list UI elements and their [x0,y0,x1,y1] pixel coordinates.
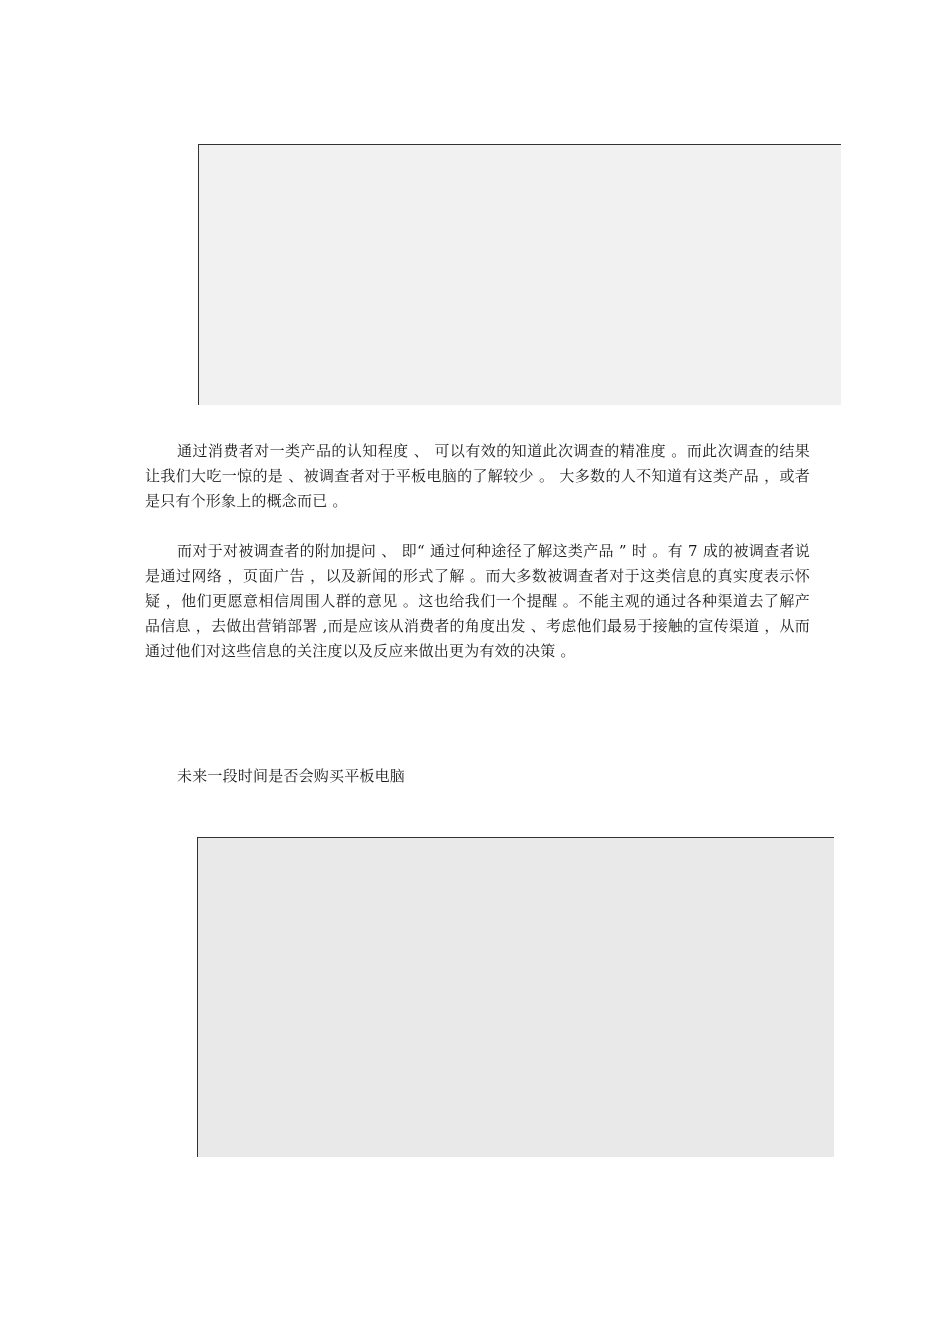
chart-placeholder-bottom [197,837,834,1157]
paragraph-awareness: 通过消费者对一类产品的认知程度 、 可以有效的知道此次调查的精准度 。而此次调查的结果让我们大吃一惊的是 、被调查者对于平板电脑的了解较少 。 大多数的人不知道有这类产品 ，或者是只有个形象上的概念而已 。 [145,442,810,510]
chart-placeholder-top [198,144,841,405]
section-heading: 未来一段时间是否会购买平板电脑 [177,767,406,785]
paragraph-channels: 而对于对被调查者的附加提问 、 即“ 通过何种途径了解这类产品 ” 时 。有 7 成的被调查者说是通过网络 ，页面广告 ，以及新闻的形式了解 。而大多数被调查者对于这类信息的真实度表示怀疑 ，他们更愿意相信周围人群的意见 。这也给我们一个提醒 。不能主观的通过各种渠道去了解产品信息 ，去做出营销部署 ,而是应该从消费者的角度出发 、考虑他们最易于接触的宣传渠道 ，从而通过他们对这些信息的关注度以及反应来做出更为有效的决策 。 [145,542,810,660]
